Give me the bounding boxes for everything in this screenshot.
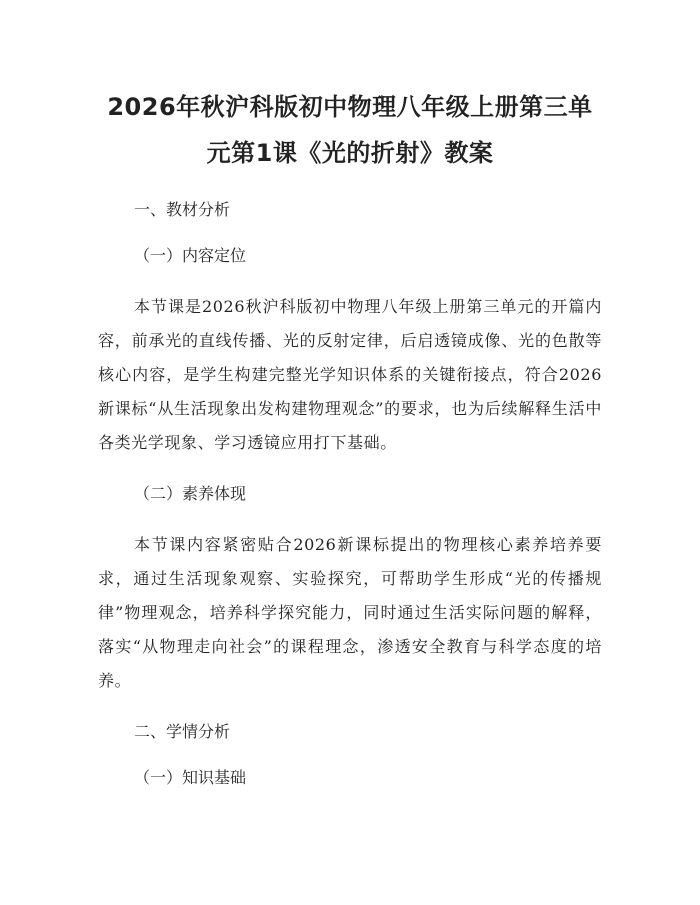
subsection-heading-knowledge-base: （一）知识基础: [134, 768, 247, 787]
subsection-heading-literacy: （二）素养体现: [134, 484, 247, 503]
section-heading-student-analysis: 二、学情分析: [134, 722, 231, 741]
paragraph-literacy: 本节课内容紧密贴合2026新课标提出的物理核心素养培养要求，通过生活现象观察、实验探究，可帮助学生形成“光的传播规律”物理观念，培养科学探究能力，同时通过生活实际问题的解释，落实“从物理走向社会”的课程理念，渗透安全教育与科学态度的培养。: [98, 535, 602, 690]
title-line-1: 2026年秋沪科版初中物理八年级上册第三单: [107, 93, 593, 121]
document-title: [98, 84, 602, 176]
section-heading-textbook-analysis: 一、教材分析: [134, 200, 231, 219]
paragraph-content-position: 本节课是2026秋沪科版初中物理八年级上册第三单元的开篇内容，前承光的直线传播、光的反射定律，后启透镜成像、光的色散等核心内容，是学生构建完整光学知识体系的关键衔接点，符合2026新课标“从生活现象出发构建物理观念”的要求，也为后续解释生活中各类光学现象、学习透镜应用打下基础。: [98, 297, 602, 452]
title-line-2: 元第1课《光的折射》教案: [206, 139, 494, 167]
subsection-heading-content-position: （一）内容定位: [134, 246, 247, 265]
